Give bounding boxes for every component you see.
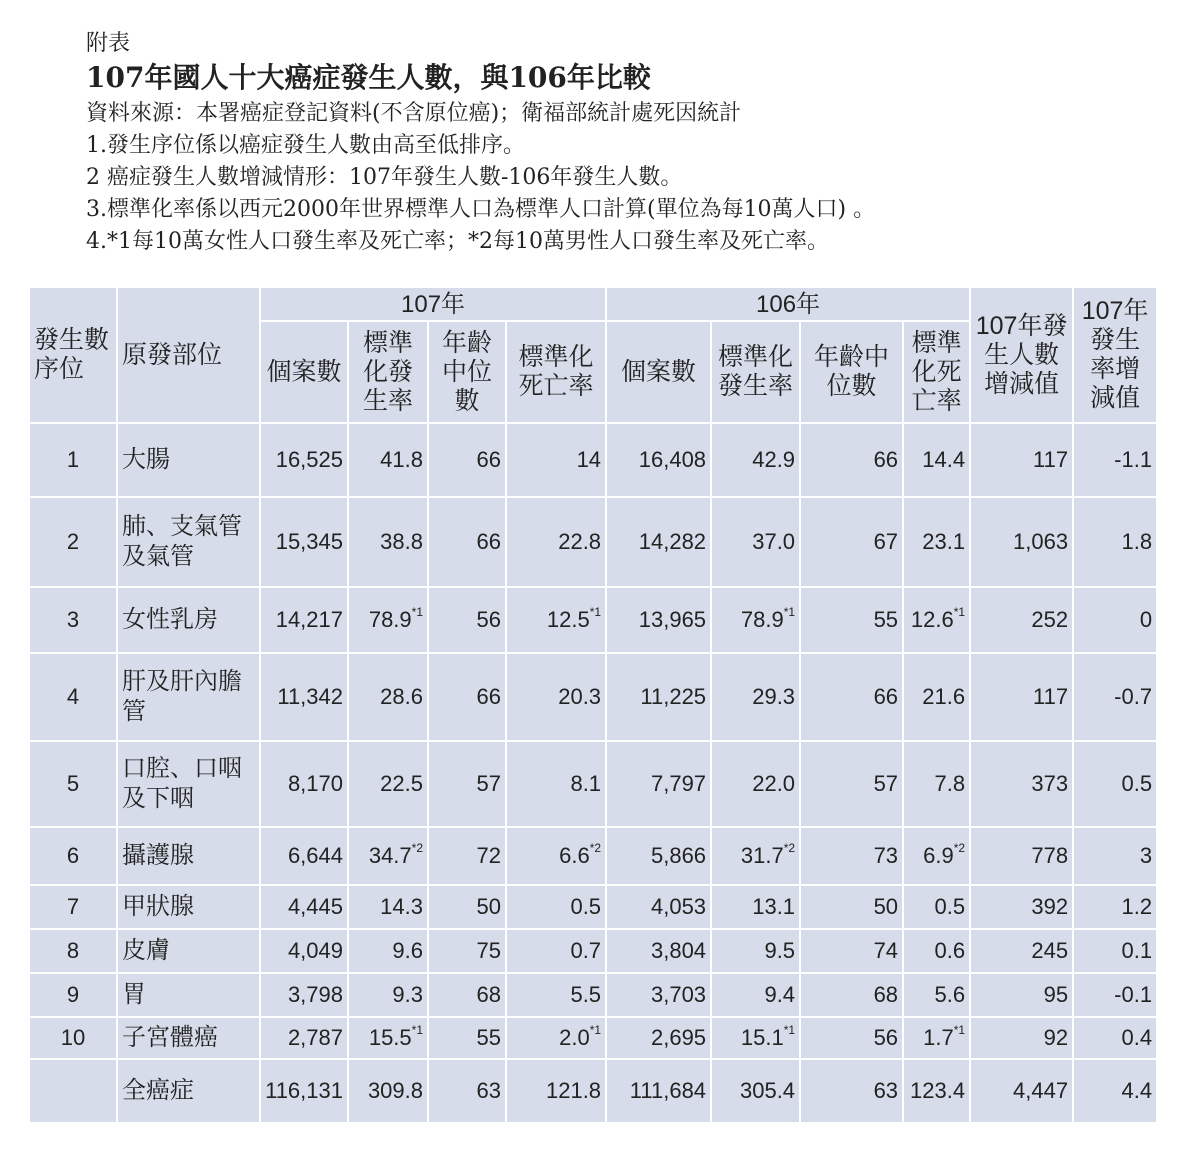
value: 123.4 [910, 1078, 966, 1103]
appendix-label: 附表 [86, 31, 131, 56]
std-incidence-107-cell [349, 498, 429, 588]
value: 15.1 [740, 1025, 784, 1050]
value: 1.7 [923, 1025, 954, 1050]
note-1: 1.發生序位係以癌症發生人數由高至低排序。 [86, 133, 525, 158]
case-change-cell: 117 [971, 424, 1074, 498]
header-case-change: 107年發生人數增減值 [971, 288, 1074, 424]
footnote-mark: *1 [589, 605, 602, 619]
rate-change-cell: 1.8 [1074, 498, 1158, 588]
value: 2.0 [559, 1025, 590, 1050]
source-note: 資料來源：本署癌症登記資料(不含原位癌)；衛福部統計處死因統計 [86, 101, 742, 126]
value: 9.5 [764, 938, 796, 963]
value: 13.1 [752, 894, 796, 919]
cases-107-cell: 8,170 [261, 742, 349, 828]
std-incidence-107-cell [349, 828, 429, 886]
std-mortality-106-cell [904, 930, 971, 974]
std-mortality-106-cell [904, 1018, 971, 1060]
site-cell: 肝及肝內膽管 [118, 654, 261, 742]
median-age-107-cell: 50 [429, 886, 507, 930]
rate-change-cell: -0.1 [1074, 974, 1158, 1018]
std-incidence-106-cell [712, 1060, 801, 1124]
std-mortality-107-cell [507, 588, 607, 654]
rate-change-cell: 1.2 [1074, 886, 1158, 930]
site-cell: 大腸 [118, 424, 261, 498]
std-incidence-106-cell [712, 886, 801, 930]
header-median-age-107: 年齡中位數 [429, 322, 507, 424]
table-row [30, 1018, 1158, 1060]
value: 15.5 [368, 1025, 412, 1050]
median-age-107-cell: 57 [429, 742, 507, 828]
cases-106-cell: 14,282 [607, 498, 712, 588]
footnote-mark: *1 [411, 1023, 423, 1037]
std-incidence-107-cell [349, 588, 429, 654]
median-age-106-cell: 50 [801, 886, 904, 930]
std-incidence-106-cell [712, 498, 801, 588]
median-age-107-cell: 66 [429, 654, 507, 742]
std-incidence-106-cell [712, 1018, 801, 1060]
site-cell: 甲狀腺 [118, 886, 261, 930]
rank-cell: 5 [30, 742, 118, 828]
std-mortality-107-cell [507, 974, 607, 1018]
rate-change-cell: -1.1 [1074, 424, 1158, 498]
std-mortality-106-cell [904, 742, 971, 828]
median-age-106-cell: 63 [801, 1060, 904, 1124]
value: 78.9 [368, 607, 412, 632]
std-mortality-107-cell [507, 930, 607, 974]
std-incidence-107-cell [349, 654, 429, 742]
value: 0.5 [570, 894, 602, 919]
value: 28.6 [380, 684, 423, 709]
header-cases-107: 個案數 [261, 322, 349, 424]
value: 305.4 [739, 1078, 796, 1103]
value: 5.6 [934, 982, 966, 1007]
cases-106-cell: 111,684 [607, 1060, 712, 1124]
header-std-mortality-106: 標準化死亡率 [904, 322, 971, 424]
case-change-cell: 117 [971, 654, 1074, 742]
case-change-cell: 92 [971, 1018, 1074, 1060]
median-age-106-cell: 68 [801, 974, 904, 1018]
std-incidence-107-cell [349, 930, 429, 974]
cases-107-cell: 116,131 [261, 1060, 349, 1124]
median-age-106-cell: 55 [801, 588, 904, 654]
site-cell: 肺、支氣管及氣管 [118, 498, 261, 588]
footnote-mark: *2 [411, 841, 423, 855]
std-incidence-107-cell [349, 1060, 429, 1124]
std-mortality-106-cell [904, 974, 971, 1018]
value: 21.6 [922, 684, 966, 709]
value: 23.1 [922, 529, 966, 554]
table-row-total [30, 1060, 1158, 1124]
value: 29.3 [752, 684, 796, 709]
rate-change-cell: 0 [1074, 588, 1158, 654]
footnote-mark: *1 [953, 1023, 966, 1037]
std-mortality-106-cell [904, 828, 971, 886]
header-rank: 發生數序位 [30, 288, 118, 424]
site-cell: 子宮體癌 [118, 1018, 261, 1060]
rate-change-cell: 0.4 [1074, 1018, 1158, 1060]
value: 42.9 [752, 447, 796, 472]
std-mortality-106-cell [904, 498, 971, 588]
rank-cell: 7 [30, 886, 118, 930]
value: 9.3 [392, 982, 423, 1007]
cases-106-cell: 4,053 [607, 886, 712, 930]
cases-107-cell: 4,445 [261, 886, 349, 930]
case-change-cell: 252 [971, 588, 1074, 654]
value: 14.4 [922, 447, 966, 472]
table-row [30, 654, 1158, 742]
site-cell: 女性乳房 [118, 588, 261, 654]
cancer-comparison-table [30, 288, 1158, 1124]
value: 41.8 [380, 447, 423, 472]
header-rate-change: 107年發生率增減值 [1074, 288, 1158, 424]
case-change-cell: 373 [971, 742, 1074, 828]
footnote-mark: *1 [953, 605, 966, 619]
header-std-incidence-107: 標準化發生率 [349, 322, 429, 424]
median-age-107-cell: 68 [429, 974, 507, 1018]
rank-cell: 2 [30, 498, 118, 588]
site-cell: 胃 [118, 974, 261, 1018]
std-mortality-107-cell [507, 498, 607, 588]
value: 37.0 [752, 529, 796, 554]
median-age-106-cell: 57 [801, 742, 904, 828]
median-age-107-cell: 55 [429, 1018, 507, 1060]
median-age-106-cell: 67 [801, 498, 904, 588]
std-incidence-106-cell [712, 424, 801, 498]
cases-106-cell: 3,804 [607, 930, 712, 974]
value: 14 [576, 447, 602, 472]
std-incidence-107-cell [349, 1018, 429, 1060]
value: 6.9 [923, 843, 954, 868]
note-3: 3.標準化率係以西元2000年世界標準人口為標準人口計算(單位為每10萬人口) 。 [86, 197, 876, 222]
std-mortality-106-cell [904, 588, 971, 654]
value: 34.7 [368, 843, 412, 868]
value: 9.6 [392, 938, 423, 963]
value: 78.9 [740, 607, 784, 632]
rank-cell: 3 [30, 588, 118, 654]
value: 22.0 [752, 771, 796, 796]
cases-107-cell: 3,798 [261, 974, 349, 1018]
footnote-mark: *1 [589, 1023, 602, 1037]
std-mortality-107-cell [507, 886, 607, 930]
cases-106-cell: 11,225 [607, 654, 712, 742]
median-age-106-cell: 66 [801, 424, 904, 498]
cases-106-cell: 3,703 [607, 974, 712, 1018]
table-row [30, 424, 1158, 498]
value: 5.5 [570, 982, 602, 1007]
cases-106-cell: 5,866 [607, 828, 712, 886]
median-age-106-cell: 73 [801, 828, 904, 886]
std-mortality-107-cell [507, 1060, 607, 1124]
std-mortality-106-cell [904, 654, 971, 742]
cases-107-cell: 11,342 [261, 654, 349, 742]
rank-cell [30, 1060, 118, 1124]
footnote-mark: *2 [783, 841, 796, 855]
site-cell: 口腔、口咽及下咽 [118, 742, 261, 828]
value: 309.8 [367, 1078, 423, 1103]
note-2: 2 癌症發生人數增減情形：107年發生人數-106年發生人數。 [86, 165, 683, 190]
rank-cell: 6 [30, 828, 118, 886]
rate-change-cell: 4.4 [1074, 1060, 1158, 1124]
cases-107-cell: 6,644 [261, 828, 349, 886]
std-mortality-107-cell [507, 424, 607, 498]
median-age-106-cell: 74 [801, 930, 904, 974]
rate-change-cell: 0.5 [1074, 742, 1158, 828]
table-row [30, 930, 1158, 974]
std-incidence-107-cell [349, 424, 429, 498]
note-4: 4.*1每10萬女性人口發生率及死亡率；*2每10萬男性人口發生率及死亡率。 [86, 229, 829, 254]
value: 6.6 [559, 843, 590, 868]
std-incidence-106-cell [712, 828, 801, 886]
rank-cell: 9 [30, 974, 118, 1018]
std-incidence-107-cell [349, 742, 429, 828]
cases-107-cell: 14,217 [261, 588, 349, 654]
std-incidence-106-cell [712, 588, 801, 654]
std-mortality-107-cell [507, 828, 607, 886]
table-row [30, 742, 1158, 828]
median-age-106-cell: 56 [801, 1018, 904, 1060]
value: 8.1 [570, 771, 602, 796]
header-year-106: 106年 [607, 288, 971, 322]
std-incidence-106-cell [712, 974, 801, 1018]
std-mortality-107-cell [507, 654, 607, 742]
std-incidence-106-cell [712, 654, 801, 742]
table-row [30, 886, 1158, 930]
value: 38.8 [380, 529, 423, 554]
rank-cell: 10 [30, 1018, 118, 1060]
cases-106-cell: 2,695 [607, 1018, 712, 1060]
value: 31.7 [740, 843, 784, 868]
case-change-cell: 392 [971, 886, 1074, 930]
std-incidence-106-cell [712, 930, 801, 974]
rate-change-cell: 3 [1074, 828, 1158, 886]
table-row [30, 974, 1158, 1018]
footnote-mark: *2 [953, 841, 966, 855]
std-incidence-107-cell [349, 974, 429, 1018]
cases-107-cell: 4,049 [261, 930, 349, 974]
value: 0.7 [570, 938, 602, 963]
std-mortality-107-cell [507, 742, 607, 828]
median-age-107-cell: 66 [429, 424, 507, 498]
page-title: 107年國人十大癌症發生人數，與106年比較 [86, 61, 651, 94]
site-cell: 皮膚 [118, 930, 261, 974]
footnote-mark: *1 [783, 1023, 796, 1037]
footnote-mark: *1 [411, 605, 423, 619]
value: 12.6 [910, 607, 954, 632]
case-change-cell: 245 [971, 930, 1074, 974]
footnote-mark: *2 [589, 841, 602, 855]
rank-cell: 4 [30, 654, 118, 742]
std-mortality-106-cell [904, 424, 971, 498]
value: 20.3 [558, 684, 602, 709]
std-mortality-106-cell [904, 886, 971, 930]
table-row [30, 828, 1158, 886]
value: 9.4 [764, 982, 796, 1007]
std-incidence-107-cell [349, 886, 429, 930]
rate-change-cell: 0.1 [1074, 930, 1158, 974]
value: 12.5 [546, 607, 590, 632]
header-year-107: 107年 [261, 288, 607, 322]
table-row [30, 498, 1158, 588]
rank-cell: 8 [30, 930, 118, 974]
value: 22.8 [558, 529, 602, 554]
header-std-incidence-106: 標準化發生率 [712, 322, 801, 424]
median-age-107-cell: 63 [429, 1060, 507, 1124]
site-cell: 攝護腺 [118, 828, 261, 886]
case-change-cell: 1,063 [971, 498, 1074, 588]
header-site: 原發部位 [118, 288, 261, 424]
cases-106-cell: 16,408 [607, 424, 712, 498]
std-mortality-106-cell [904, 1060, 971, 1124]
rank-cell: 1 [30, 424, 118, 498]
cases-106-cell: 13,965 [607, 588, 712, 654]
case-change-cell: 95 [971, 974, 1074, 1018]
notes-block [86, 28, 875, 258]
value: 0.5 [934, 894, 966, 919]
cases-107-cell: 15,345 [261, 498, 349, 588]
cases-106-cell: 7,797 [607, 742, 712, 828]
median-age-107-cell: 75 [429, 930, 507, 974]
header-std-mortality-107: 標準化死亡率 [507, 322, 607, 424]
value: 121.8 [545, 1078, 602, 1103]
value: 14.3 [380, 894, 423, 919]
value: 22.5 [380, 771, 423, 796]
header-cases-106: 個案數 [607, 322, 712, 424]
rate-change-cell: -0.7 [1074, 654, 1158, 742]
header-median-age-106: 年齡中位數 [801, 322, 904, 424]
median-age-107-cell: 72 [429, 828, 507, 886]
median-age-107-cell: 66 [429, 498, 507, 588]
cases-107-cell: 16,525 [261, 424, 349, 498]
std-incidence-106-cell [712, 742, 801, 828]
median-age-106-cell: 66 [801, 654, 904, 742]
footnote-mark: *1 [783, 605, 796, 619]
case-change-cell: 778 [971, 828, 1074, 886]
case-change-cell: 4,447 [971, 1060, 1074, 1124]
cases-107-cell: 2,787 [261, 1018, 349, 1060]
median-age-107-cell: 56 [429, 588, 507, 654]
value: 7.8 [934, 771, 966, 796]
value: 0.6 [934, 938, 966, 963]
table-row [30, 588, 1158, 654]
std-mortality-107-cell [507, 1018, 607, 1060]
site-cell: 全癌症 [118, 1060, 261, 1124]
